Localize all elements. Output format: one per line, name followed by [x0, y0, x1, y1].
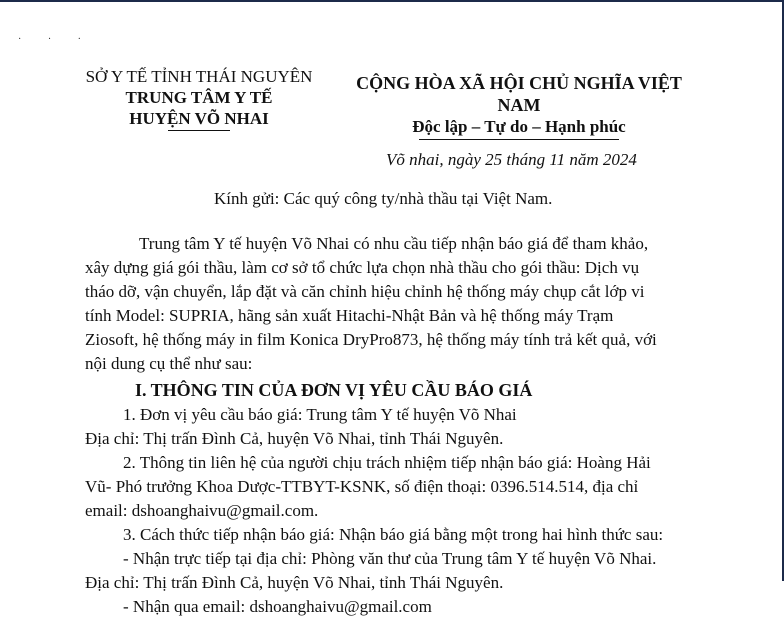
intro-paragraph: [85, 232, 717, 376]
agency-district: HUYỆN VÕ NHAI: [129, 109, 269, 128]
motto-underline: [419, 139, 619, 140]
intro-line: Ziosoft, hệ thống máy in film Konica DryPro873, hệ thống máy tính trả kết quả, với: [85, 330, 657, 349]
body-line: 2. Thông tin liên hệ của người chịu trách nhiệm tiếp nhận báo giá: Hoàng Hải: [123, 453, 651, 472]
body-line: Địa chỉ: Thị trấn Đình Cả, huyện Võ Nhai, tỉnh Thái Nguyên.: [85, 429, 504, 448]
scan-specks: · · ·: [18, 34, 93, 45]
national-motto: Độc lập – Tự do – Hạnh phúc: [412, 117, 626, 136]
national-header: [334, 72, 704, 140]
intro-line: tháo dỡ, vận chuyển, lắp đặt và căn chỉnh hiệu chỉnh hệ thống máy chụp cắt lớp vi: [85, 282, 645, 301]
body-line: - Nhận qua email: dshoanghaivu@gmail.com: [123, 597, 432, 616]
agency-name: TRUNG TÂM Y TẾ: [125, 88, 273, 107]
body-paragraph: [85, 403, 717, 619]
agency-underline: [168, 130, 230, 131]
intro-line: nội dung cụ thể như sau:: [85, 354, 253, 373]
document-date: Võ nhai, ngày 25 tháng 11 năm 2024: [386, 150, 637, 169]
intro-line: Trung tâm Y tế huyện Võ Nhai có nhu cầu tiếp nhận báo giá để tham khảo,: [139, 234, 649, 253]
intro-line: xây dựng giá gói thầu, làm cơ sở tổ chức lựa chọn nhà thầu cho gói thầu: Dịch vụ: [85, 258, 640, 277]
national-title: CỘNG HÒA XÃ HỘI CHỦ NGHĨA VIỆT NAM: [356, 73, 682, 115]
body-line: Địa chỉ: Thị trấn Đình Cả, huyện Võ Nhai, tỉnh Thái Nguyên.: [85, 573, 504, 592]
body-line: 3. Cách thức tiếp nhận báo giá: Nhận báo giá bằng một trong hai hình thức sau:: [123, 525, 664, 544]
body-line: Vũ- Phó trưởng Khoa Dược-TTBYT-KSNK, số điện thoại: 0396.514.514, địa chỉ: [85, 477, 639, 496]
section-heading: I. THÔNG TIN CỦA ĐƠN VỊ YÊU CẦU BÁO GIÁ: [135, 380, 533, 400]
body-line: email: dshoanghaivu@gmail.com.: [85, 501, 319, 520]
issuing-agency-header: [74, 66, 324, 131]
body-line: 1. Đơn vị yêu cầu báo giá: Trung tâm Y tế huyện Võ Nhai: [123, 405, 517, 424]
body-line: - Nhận trực tiếp tại địa chỉ: Phòng văn thư của Trung tâm Y tế huyện Võ Nhai.: [123, 549, 657, 568]
intro-line: tính Model: SUPRIA, hãng sản xuất Hitachi-Nhật Bản và hệ thống máy Trạm: [85, 306, 614, 325]
salutation: Kính gửi: Các quý công ty/nhà thầu tại Việt Nam.: [214, 189, 553, 208]
agency-parent: SỞ Y TẾ TỈNH THÁI NGUYÊN: [85, 67, 313, 86]
